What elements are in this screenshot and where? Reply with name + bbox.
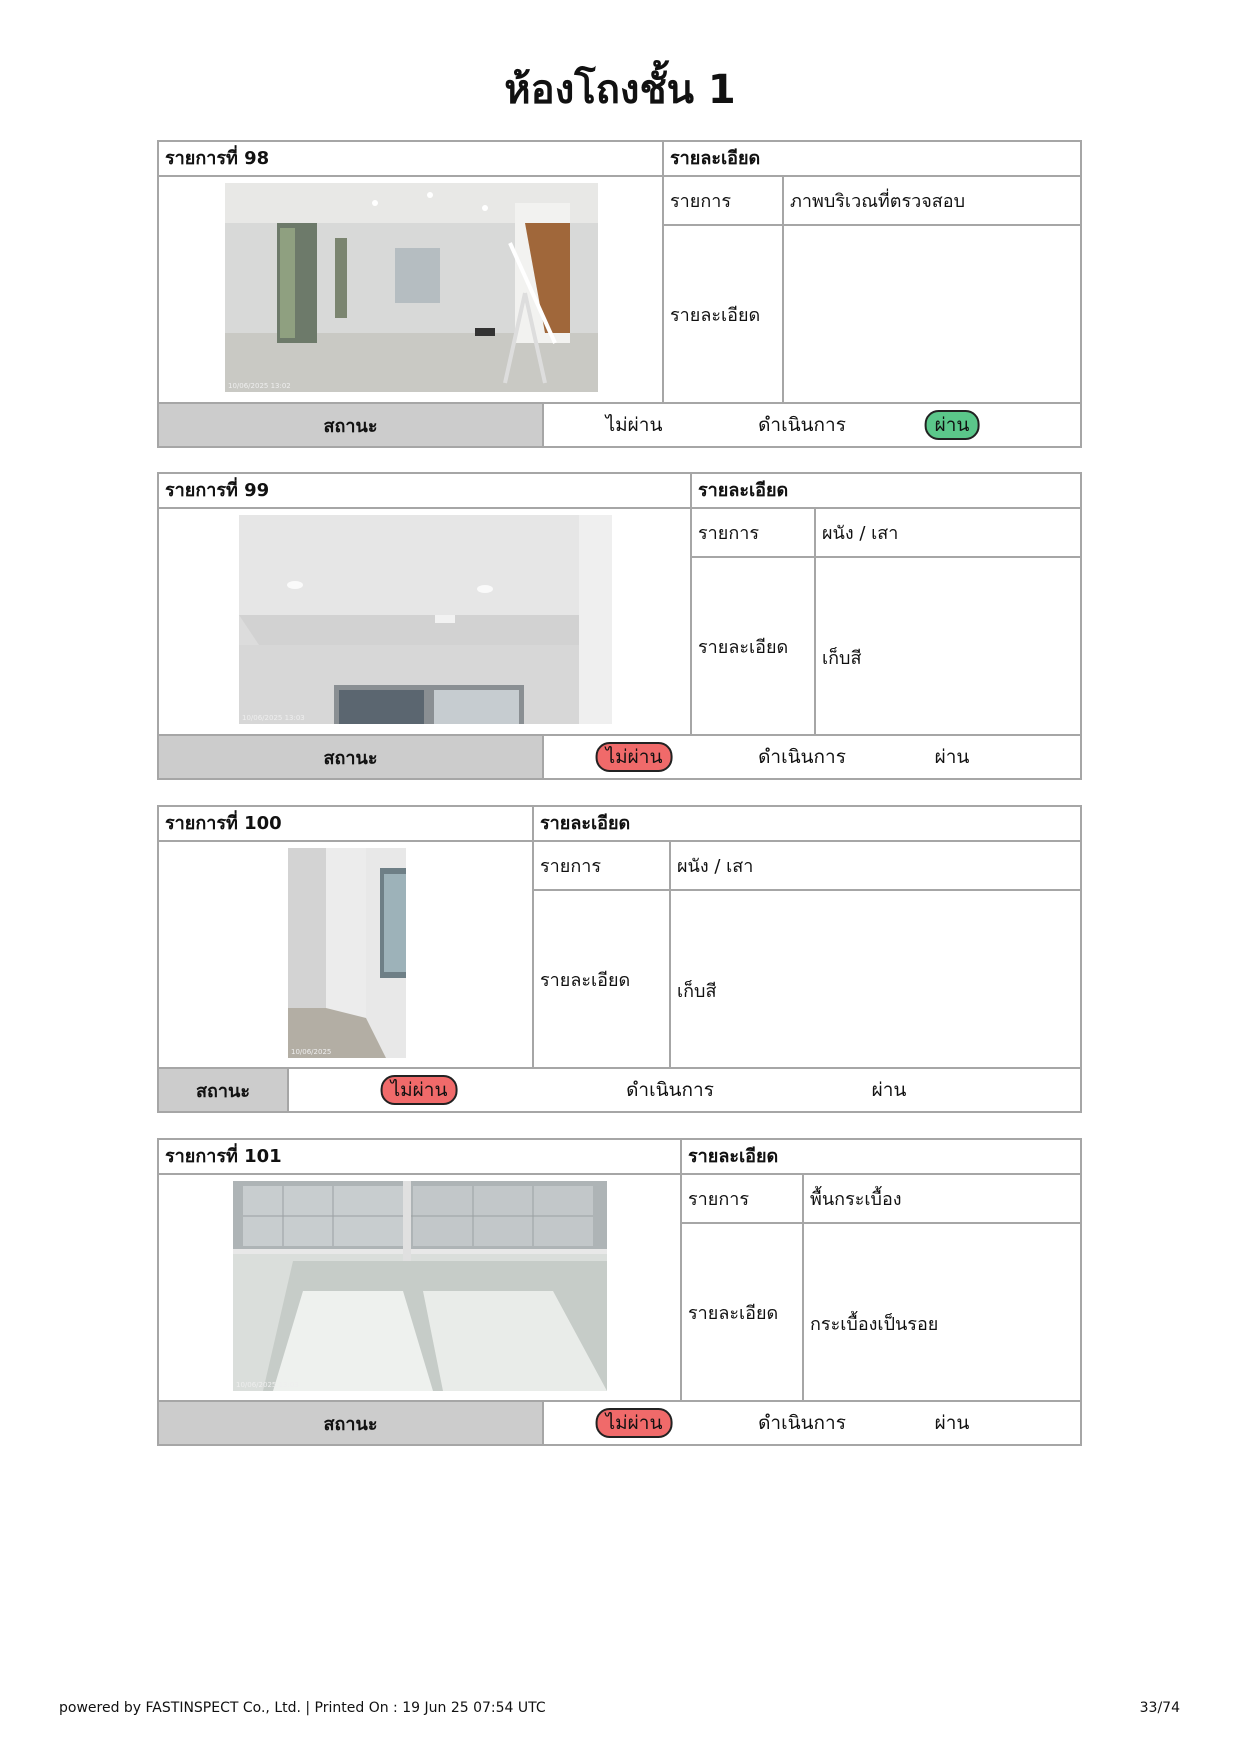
card-header bbox=[159, 142, 1080, 177]
detail-value bbox=[784, 226, 1080, 402]
detail-header: รายละเอียด bbox=[670, 148, 761, 169]
detail-row bbox=[664, 226, 1080, 402]
detail-header: รายละเอียด bbox=[540, 813, 631, 834]
item-number: รายการที่ 101 bbox=[159, 1140, 682, 1173]
detail-row bbox=[534, 891, 1080, 1067]
status-options bbox=[544, 736, 1080, 778]
inspection-photo[interactable] bbox=[288, 848, 406, 1058]
status-row bbox=[159, 1069, 1080, 1111]
status-progress-option[interactable]: ดำเนินการ bbox=[758, 414, 846, 436]
photo-timestamp: 10/06/2025 13:03 bbox=[236, 1381, 299, 1389]
detail-value: เก็บสี bbox=[822, 647, 862, 669]
card-header bbox=[159, 474, 1080, 509]
item-row bbox=[664, 177, 1080, 226]
detail-cell bbox=[534, 842, 1080, 1067]
photo-timestamp: 10/06/2025 bbox=[291, 1048, 332, 1056]
status-options bbox=[289, 1069, 1080, 1111]
detail-header: รายละเอียด bbox=[688, 1146, 779, 1167]
status-row bbox=[159, 404, 1080, 446]
item-number: รายการที่ 99 bbox=[159, 474, 692, 507]
status-pass-option[interactable]: ผ่าน bbox=[871, 1079, 907, 1101]
item-value: ภาพบริเวณที่ตรวจสอบ bbox=[790, 191, 965, 212]
detail-cell bbox=[664, 177, 1080, 402]
inspection-card bbox=[157, 140, 1082, 448]
status-pass-option[interactable]: ผ่าน bbox=[934, 1412, 970, 1434]
item-value: พื้นกระเบื้อง bbox=[810, 1189, 902, 1210]
detail-label: รายละเอียด bbox=[682, 1224, 804, 1400]
status-progress-option[interactable]: ดำเนินการ bbox=[758, 1412, 846, 1434]
status-pass-option[interactable]: ผ่าน bbox=[934, 746, 970, 768]
status-options bbox=[544, 1402, 1080, 1444]
footer-powered-by: powered by FASTINSPECT Co., Ltd. | Printed On : 19 Jun 25 07:54 UTC bbox=[59, 1700, 546, 1716]
photo-cell bbox=[159, 509, 692, 734]
status-fail-option[interactable]: ไม่ผ่าน bbox=[596, 742, 673, 772]
item-label: รายการ bbox=[682, 1175, 804, 1222]
card-body bbox=[159, 509, 1080, 736]
photo-cell bbox=[159, 177, 664, 402]
inspection-card bbox=[157, 472, 1082, 780]
card-body bbox=[159, 1175, 1080, 1402]
inspection-card bbox=[157, 1138, 1082, 1446]
status-row bbox=[159, 1402, 1080, 1444]
item-number: รายการที่ 98 bbox=[159, 142, 664, 175]
item-value: ผนัง / เสา bbox=[677, 856, 754, 877]
card-body bbox=[159, 177, 1080, 404]
status-fail-option[interactable]: ไม่ผ่าน bbox=[605, 414, 663, 436]
card-header bbox=[159, 1140, 1080, 1175]
status-label: สถานะ bbox=[159, 1402, 544, 1444]
item-row bbox=[682, 1175, 1080, 1224]
card-body bbox=[159, 842, 1080, 1069]
status-label: สถานะ bbox=[159, 736, 544, 778]
page-number: 33/74 bbox=[1139, 1700, 1180, 1716]
detail-value: กระเบื้องเป็นรอย bbox=[810, 1313, 939, 1335]
item-row bbox=[534, 842, 1080, 891]
inspection-photo[interactable] bbox=[233, 1181, 607, 1391]
photo-cell bbox=[159, 842, 534, 1067]
inspection-photo[interactable] bbox=[225, 183, 598, 392]
detail-row bbox=[692, 558, 1080, 734]
item-label: รายการ bbox=[664, 177, 784, 224]
status-fail-option[interactable]: ไม่ผ่าน bbox=[381, 1075, 458, 1105]
photo-timestamp: 10/06/2025 13:02 bbox=[228, 382, 291, 390]
status-progress-option[interactable]: ดำเนินการ bbox=[758, 746, 846, 768]
item-number: รายการที่ 100 bbox=[159, 807, 534, 840]
detail-label: รายละเอียด bbox=[692, 558, 816, 734]
photo-cell bbox=[159, 1175, 682, 1400]
item-value: ผนัง / เสา bbox=[822, 523, 899, 544]
detail-label: รายละเอียด bbox=[534, 891, 671, 1067]
detail-header: รายละเอียด bbox=[698, 480, 789, 501]
detail-cell bbox=[682, 1175, 1080, 1400]
status-row bbox=[159, 736, 1080, 778]
detail-cell bbox=[692, 509, 1080, 734]
page-title: ห้องโถงชั้น 1 bbox=[504, 67, 736, 113]
item-label: รายการ bbox=[692, 509, 816, 556]
status-options bbox=[544, 404, 1080, 446]
status-pass-option[interactable]: ผ่าน bbox=[925, 410, 980, 440]
status-progress-option[interactable]: ดำเนินการ bbox=[626, 1079, 714, 1101]
photo-timestamp: 10/06/2025 13:03 bbox=[242, 714, 305, 722]
item-row bbox=[692, 509, 1080, 558]
inspection-photo[interactable] bbox=[239, 515, 612, 724]
detail-label: รายละเอียด bbox=[664, 226, 784, 402]
card-header bbox=[159, 807, 1080, 842]
detail-row bbox=[682, 1224, 1080, 1400]
detail-value: เก็บสี bbox=[677, 980, 717, 1002]
status-label: สถานะ bbox=[159, 1069, 289, 1111]
status-label: สถานะ bbox=[159, 404, 544, 446]
item-label: รายการ bbox=[534, 842, 671, 889]
status-fail-option[interactable]: ไม่ผ่าน bbox=[596, 1408, 673, 1438]
inspection-card bbox=[157, 805, 1082, 1113]
